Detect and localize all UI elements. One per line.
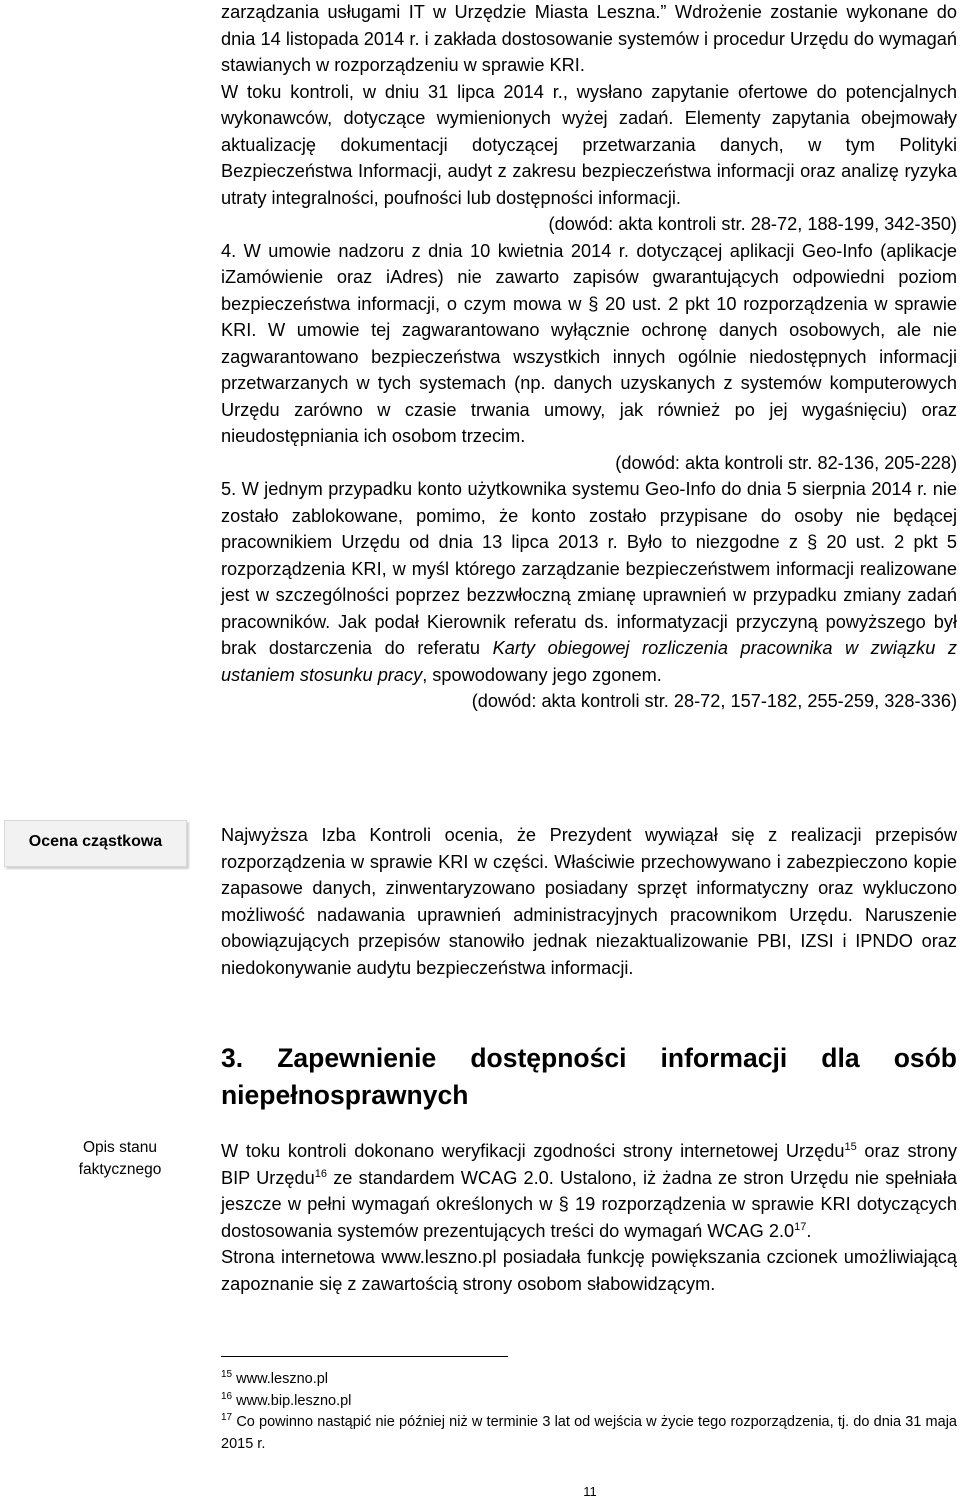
page-number: 11 [583, 1484, 597, 1499]
paragraph-inspection: W toku kontroli, w dniu 31 lipca 2014 r., wysłano zapytanie ofertowe do potencjalnych wykonawców, dotyczące wymienionych wyżej zadań. Elementy zapytania obejmowały aktualizację dokumentacji dotyczącej przetwarzania danych, w tym Polityki Bezpieczeństwa Informacji, audyt z zakresu bezpieczeństwa informacji oraz analizę ryzyka utraty integralności, poufności lub dostępności informacji. [221, 81, 957, 208]
footnote-ref: 17 [794, 1220, 807, 1233]
paragraph-intro: zarządzania usługami IT w Urzędzie Miasta Leszna.” Wdrożenie zostanie wykonane do dnia 14 listopada 2014 r. i zakłada dostosowanie systemów i procedur Urzędu do wymagań stawianych w rozporządzeniu w sprawie KRI. [221, 2, 957, 75]
paragraph-point-4: 4. W umowie nadzoru z dnia 10 kwietnia 2014 r. dotyczącej aplikacji Geo-Info (aplikacje iZamówienie oraz iAdres) nie zawarto zapisów gwarantujących odpowiedni poziom bezpieczeństwa informacji, o czym mowa w § 20 ust. 2 pkt 10 rozporządzenia w sprawie KRI. W umowie tej zagwarantowano wyłącznie ochronę danych osobowych, ale nie zagwarantowano bezpieczeństwa wszystkich innych ogólnie niedostępnych informacji przetwarzanych w tych systemach (np. danych uzyskanych z systemów komputerowych Urzędu zarówno w czasie trwania umowy, jak również po jej wygaśnięciu) oraz nieudostępniania ich osobom trzecim. [221, 240, 957, 446]
footnote-number: 17 [221, 1412, 233, 1424]
paragraph-point-5-end: , spowodowany jego zgonem. [422, 664, 662, 685]
paragraph-website: Strona internetowa www.leszno.pl posiadała funkcję powiększania czcionek umożliwiającą zapoznanie się z zawartością strony osobom słabowidzącym. [221, 1247, 957, 1294]
section-heading-line-1: 3. Zapewnienie dostępności informacji dla osób [221, 1043, 957, 1073]
footnote-number: 15 [221, 1369, 233, 1381]
section-heading-line-2: niepełnosprawnych [221, 1080, 469, 1110]
footnote-text: www.bip.leszno.pl [232, 1392, 352, 1409]
paragraph-wcag-text: W toku kontroli dokonano weryfikacji zgodności strony internetowej Urzędu [221, 1141, 845, 1161]
paragraph-point-5 [221, 476, 957, 688]
factual-state-label: Opis stanu faktycznego [78, 1139, 162, 1178]
paragraph-wcag-text: ze standardem WCAG 2.0. Ustalono, iż żadna ze stron Urzędu nie spełniała jeszcze w pełni wymagań określonych w § 19 rozporządzenia w sprawie KRI dotyczących dostosowania systemów prezentujących treści do wymagań WCAG 2.0 [221, 1167, 957, 1241]
paragraph-wcag-text: oraz strony BIP Urzędu [221, 1141, 957, 1188]
paragraph-wcag [221, 1138, 957, 1244]
evidence-reference: (dowód: akta kontroli str. 28-72, 157-182, 255-259, 328-336) [471, 691, 957, 711]
footnote-ref: 16 [314, 1167, 328, 1180]
paragraph-point-5-text: 5. W jednym przypadku konto użytkownika systemu Geo-Info do dnia 5 sierpnia 2014 r. nie zostało zablokowane, pomimo, że konto zostało przypisane do osoby nie będącej pracownikiem Urzędu od dnia 13 lipca 2013 r. Było to niezgodne z § 20 ust. 2 pkt 5 rozporządzenia KRI, w myśl którego zarządzanie bezpieczeństwem informacji realizowane jest w szczególności poprzez bezzwłoczną zmianę uprawnień w przypadku zmiany zadań pracowników. Jak podał Kierownik referatu ds. informatyzacji przyczyną powyższego był brak dostarczenia do referatu [221, 479, 957, 658]
partial-assessment-text [221, 822, 957, 981]
evidence-reference: (dowód: akta kontroli str. 82-136, 205-228) [615, 452, 957, 473]
partial-assessment-label-box [4, 820, 187, 867]
paragraph-wcag-text: . [806, 1220, 812, 1241]
footnote-item [221, 1412, 957, 1455]
body-text-top [221, 0, 957, 715]
factual-state-text [221, 1138, 957, 1297]
footnote-separator [221, 1356, 508, 1357]
section-heading [221, 1040, 957, 1114]
footnote-ref: 15 [844, 1140, 857, 1153]
paragraph-point-5-italic: Karty obiegowej rozliczenia pracownika w związku z ustaniem stosunku pracy [221, 638, 957, 685]
footnote-item [221, 1369, 957, 1391]
partial-assessment-label: Ocena cząstkowa [28, 833, 163, 850]
partial-assessment-paragraph: Najwyższa Izba Kontroli ocenia, że Prezydent wywiązał się z realizacji przepisów rozporządzenia w sprawie KRI w części. Właściwie przechowywano i zabezpieczono kopie zapasowe danych, zinwentaryzowano posiadany sprzęt informatyczny oraz wykluczono możliwość nadawania uprawnień administracyjnych pracownikom Urzędu. Naruszenie obowiązujących przepisów stanowiło jednak niezaktualizowanie PBI, IZSI i IPNDO oraz niedokonywanie audytu bezpieczeństwa informacji. [221, 825, 957, 978]
footnote-text: www.leszno.pl [232, 1371, 329, 1387]
footnote-item [221, 1391, 957, 1413]
evidence-reference: (dowód: akta kontroli str. 28-72, 188-199, 342-350) [548, 214, 957, 234]
footnote-number: 16 [221, 1390, 233, 1402]
footnote-text: Co powinno nastąpić nie później niż w terminie 3 lat od wejścia w życie tego rozporządzenia, tj. do dnia 31 maja 2015 r. [221, 1414, 957, 1452]
footnotes [221, 1369, 957, 1455]
